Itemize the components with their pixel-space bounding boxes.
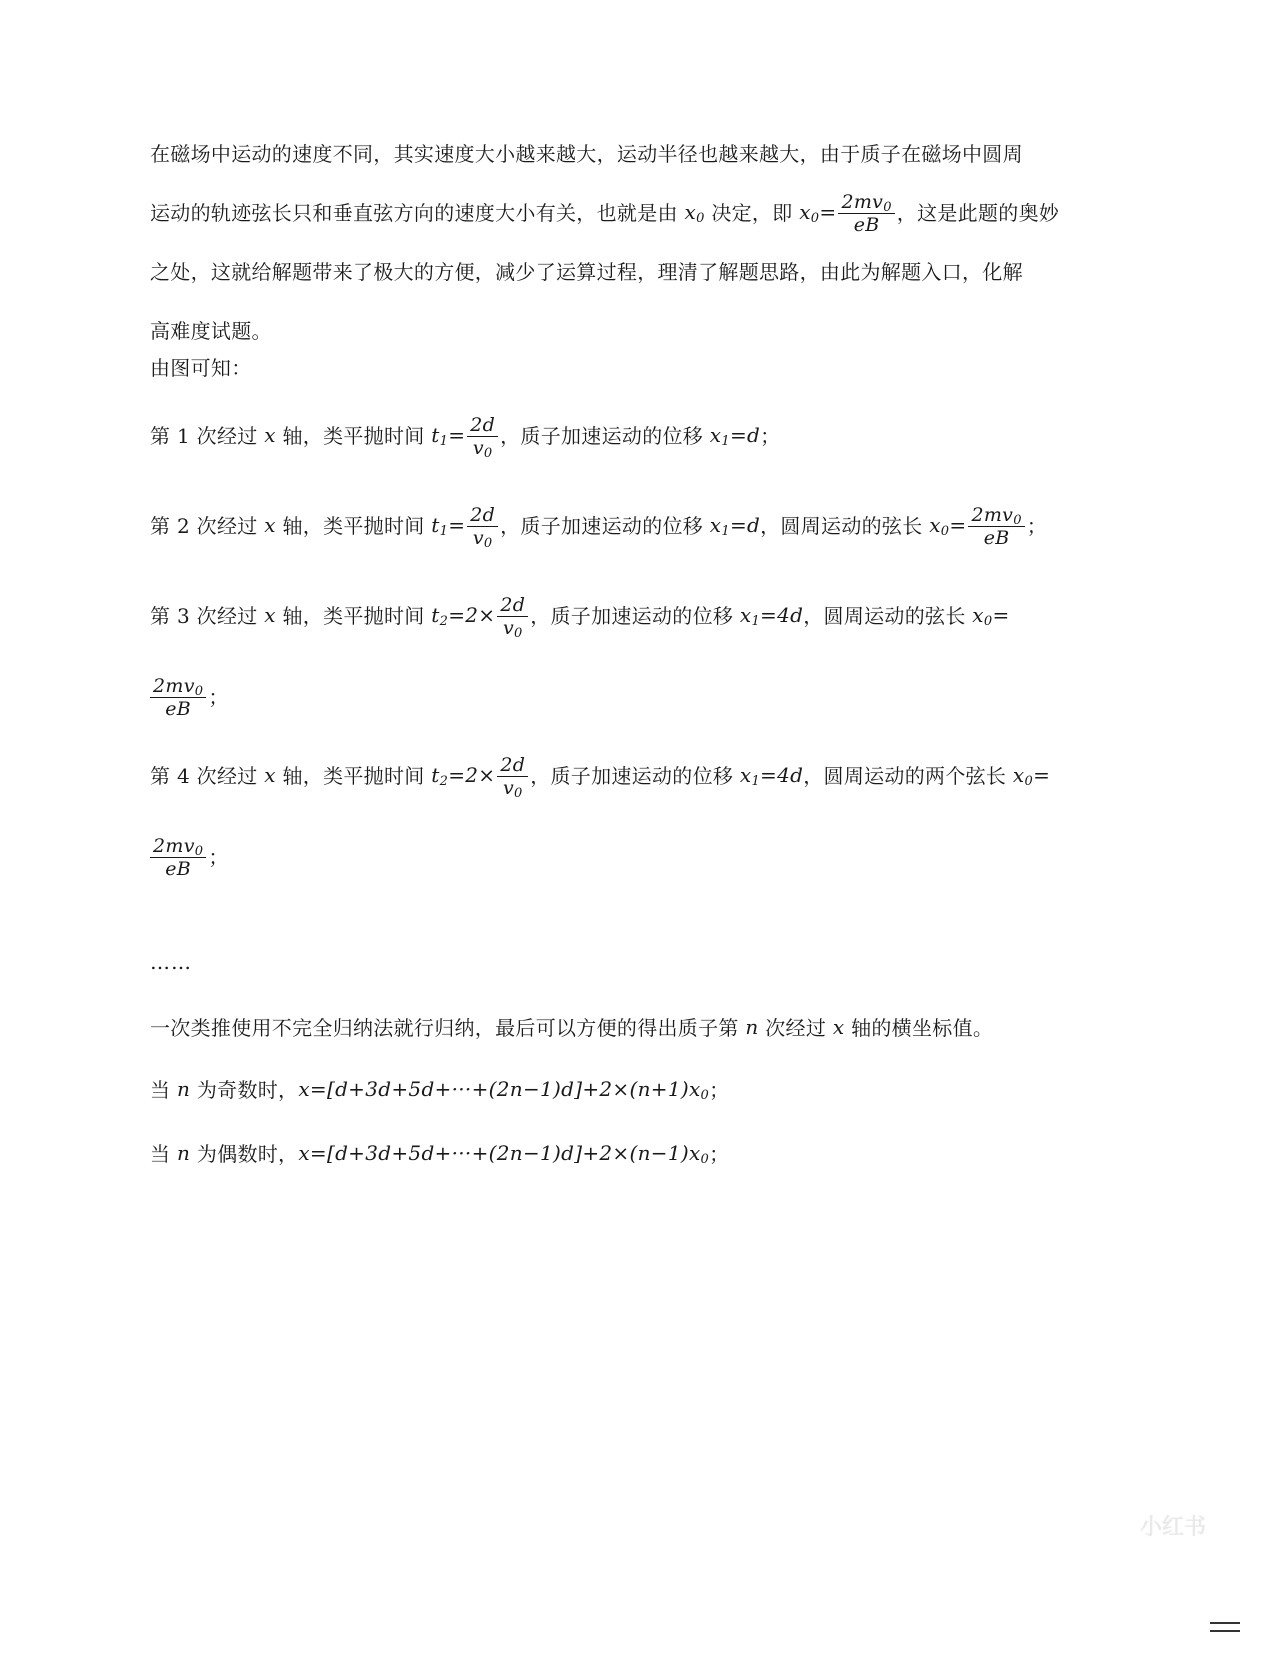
fraction-2mv0-eB: $\frac{2mv_0}{eB}$ [150,675,206,720]
fraction-2mv0-eB: $\frac{2mv_0}{eB}$ [838,191,894,236]
intro-line-1: 在磁场中运动的速度不同，其实速度大小越来越大，运动半径也越来越大，由于质子在磁场中圆周 [150,142,1023,166]
watermark-logo: 小红书 [1140,1515,1207,1540]
intro-line-4: 高难度试题。 [150,319,272,343]
ellipsis: …… [150,950,192,974]
fraction-2d-v0: $\frac{2d}{v_0}$ [497,594,528,639]
intro-paragraph [150,124,1130,360]
fraction-2mv0-eB: $\frac{2mv_0}{eB}$ [150,835,206,880]
step-2: 第 2 次经过 x 轴，类平抛时间 $t_1=$ $\frac{2d}{v_0}$ ，质子加速运动的位移 $x_1=d$，圆周运动的弦长 $x_0=$ $\frac{2mv_0}{eB}$ ； [150,504,1048,551]
menu-lines-icon [1210,1620,1240,1634]
fraction-2d-v0: $\frac{2d}{v_0}$ [497,754,528,799]
fraction-2mv0-eB: $\frac{2mv_0}{eB}$ [968,504,1024,549]
induction-line: 一次类推使用不完全归纳法就行归纳，最后可以方便的得出质子第 n 次经过 x 轴的横坐标值。 [150,1015,994,1040]
even-formula: $x=[d+3d+5d+\cdot\cdot\cdot+(2n-1)d]+2\times(n-1)x_0$ [298,1141,710,1167]
odd-case-line: 当 n 为奇数时，$x=[d+3d+5d+\cdot\cdot\cdot+(2n-1)d]+2\times(n+1)x_0$； [150,1077,730,1103]
intro-line-3: 之处，这就给解题带来了极大的方便，减少了运算过程，理清了解题思路，由此为解题入口，化解 [150,260,1023,284]
intro-line-2: 运动的轨迹弦长只和垂直弦方向的速度大小有关，也就是由 $x_0$ 决定，即 $x_0=$ $\frac{2mv_0}{eB}$ ，这是此题的奥妙 [150,191,1060,236]
fraction-2d-v0: $\frac{2d}{v_0}$ [467,504,498,549]
step-3: 第 3 次经过 x 轴，类平抛时间 $t_2=2\times$ $\frac{2d}{v_0}$ ，质子加速运动的位移 $x_1=4d$，圆周运动的弦长 $x_0=$ $\frac{2mv_0}{eB}$ ； [150,594,1010,720]
fraction-2d-v0: $\frac{2d}{v_0}$ [467,414,498,459]
odd-formula: $x=[d+3d+5d+\cdot\cdot\cdot+(2n-1)d]+2\times(n+1)x_0$ [298,1077,710,1103]
even-case-line: 当 n 为偶数时，$x=[d+3d+5d+\cdot\cdot\cdot+(2n-1)d]+2\times(n-1)x_0$； [150,1141,730,1167]
step-4: 第 4 次经过 x 轴，类平抛时间 $t_2=2\times$ $\frac{2d}{v_0}$ ，质子加速运动的位移 $x_1=4d$，圆周运动的两个弦长 $x_0=$ $\frac{2mv_0}{eB}$ ； [150,754,1051,880]
step-1: 第 1 次经过 x 轴，类平抛时间 $t_1=$ $\frac{2d}{v_0}$ ，质子加速运动的位移 $x_1=d$； [150,414,781,461]
from-figure-line: 由图可知： [150,356,252,380]
